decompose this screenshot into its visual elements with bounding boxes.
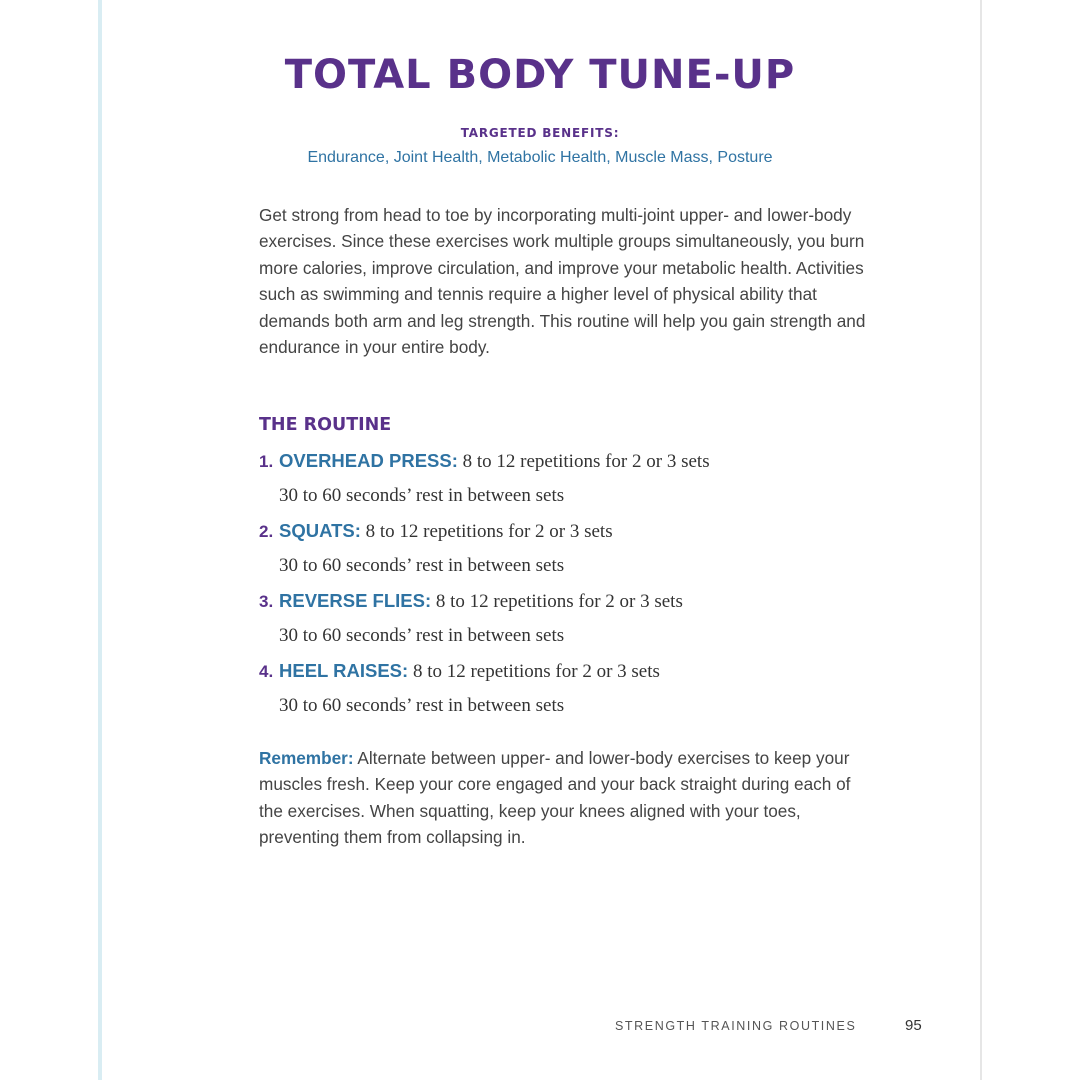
- targeted-benefits-label: TARGETED BENEFITS:: [460, 126, 620, 140]
- running-footer-section: STRENGTH TRAINING ROUTINES: [615, 1019, 857, 1033]
- intro-paragraph: Get strong from head to toe by incorporating multi-joint upper- and lower-body exercises. Since these exercises work multiple groups simultaneously, you burn more calories, improve circulation, and improve your metabolic health. Activities such as swimming and tennis require a higher level of physical ability that demands both arm and leg strength. This routine will help you gain strength and endurance in your entire body.: [259, 205, 866, 358]
- step-number: 3.: [259, 592, 274, 611]
- step-4-rest: 30 to 60 seconds’ rest in between sets: [279, 695, 565, 716]
- step-detail: 8 to 12 repetitions for 2 or 3 sets: [457, 451, 710, 472]
- step-number: 2.: [259, 522, 274, 541]
- remember-paragraph: [259, 745, 859, 851]
- page-title: TOTAL BODY TUNE-UP: [284, 52, 796, 98]
- exercise-name: REVERSE FLIES:: [279, 590, 432, 611]
- step-3-rest: 30 to 60 seconds’ rest in between sets: [279, 625, 565, 646]
- routine-heading: THE ROUTINE: [259, 415, 392, 435]
- routine-step-4: [259, 660, 660, 683]
- exercise-name: SQUATS:: [279, 520, 361, 541]
- targeted-benefits-list: Endurance, Joint Health, Metabolic Health, Muscle Mass, Posture: [307, 149, 773, 166]
- exercise-name: OVERHEAD PRESS:: [279, 450, 458, 471]
- routine-step-3: [259, 590, 683, 613]
- step-detail: 8 to 12 repetitions for 2 or 3 sets: [408, 661, 660, 682]
- remember-text: Alternate between upper- and lower-body exercises to keep your muscles fresh. Keep your core engaged and your back straight during each of the exercises. When squatting, keep your knees aligned with your toes, preventing them from collapsing in.: [259, 748, 851, 848]
- remember-label: Remember:: [259, 748, 354, 768]
- step-number: 1.: [259, 452, 274, 471]
- step-1-rest: 30 to 60 seconds’ rest in between sets: [279, 485, 565, 506]
- exercise-name: HEEL RAISES:: [279, 660, 409, 681]
- step-number: 4.: [259, 662, 274, 681]
- page-number: 95: [905, 1017, 922, 1034]
- routine-step-2: [259, 520, 613, 543]
- step-detail: 8 to 12 repetitions for 2 or 3 sets: [431, 591, 683, 612]
- step-2-rest: 30 to 60 seconds’ rest in between sets: [279, 555, 565, 576]
- routine-step-1: [259, 450, 710, 473]
- step-detail: 8 to 12 repetitions for 2 or 3 sets: [360, 521, 613, 542]
